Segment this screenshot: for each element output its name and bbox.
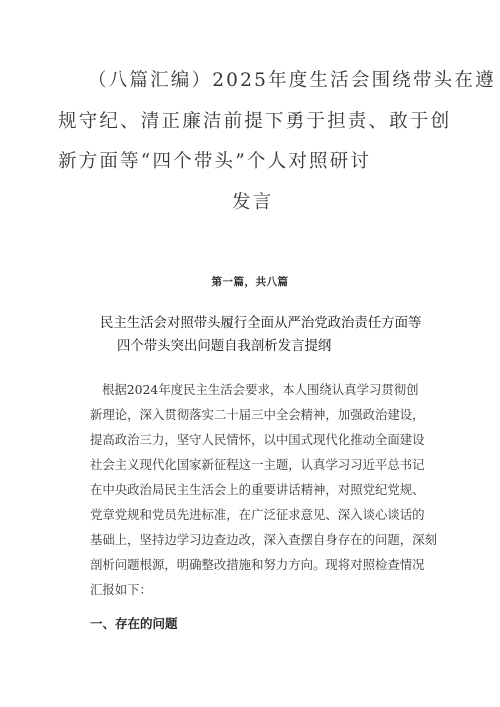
document-title-line-2: 规守纪、清正廉洁前提下勇于担责、敢于创 (58, 111, 452, 132)
section-title-line-2: 四个带头突出问题自我剖析发言提纲 (117, 339, 332, 354)
part-label: 第一篇，共八篇 (211, 276, 289, 288)
section-title-line-1: 民主生活会对照带头履行全面从严治党政治责任方面等 (100, 316, 422, 331)
body-line-6: 党章党规和党员先进标准，在广泛征求意见、深入谈心谈话的 (90, 507, 425, 522)
body-line-2: 新理论，深入贯彻落实二十届三中全会精神，加强政治建设， (90, 407, 425, 422)
body-line-9: 汇报如下： (90, 582, 152, 597)
body-line-1: 根据2024年度民主生活会要求，本人围绕认真学习贯彻创 (102, 382, 419, 397)
document-title-line-3: 新方面等“四个带头”个人对照研讨 (58, 151, 372, 172)
body-line-8: 剖析问题根源，明确整改措施和努力方向。现将对照检查情况 (90, 557, 425, 572)
document-title-line-4: 发言 (232, 192, 274, 213)
body-line-7: 基础上，坚持边学习边查边改，深入查摆自身存在的问题，深刻 (90, 532, 437, 547)
body-line-3: 提高政治三力，坚守人民情怀，以中国式现代化推动全面建设 (90, 432, 425, 447)
document-title-line-1: （八篇汇编）2025年度生活会围绕带头在遵 (88, 70, 496, 91)
body-line-5: 在中央政治局民主生活会上的重要讲话精神，对照党纪党规、 (90, 482, 425, 497)
body-line-4: 社会主义现代化国家新征程这一主题，认真学习习近平总书记 (90, 457, 425, 472)
heading-existing-problems: 一、存在的问题 (90, 616, 178, 631)
